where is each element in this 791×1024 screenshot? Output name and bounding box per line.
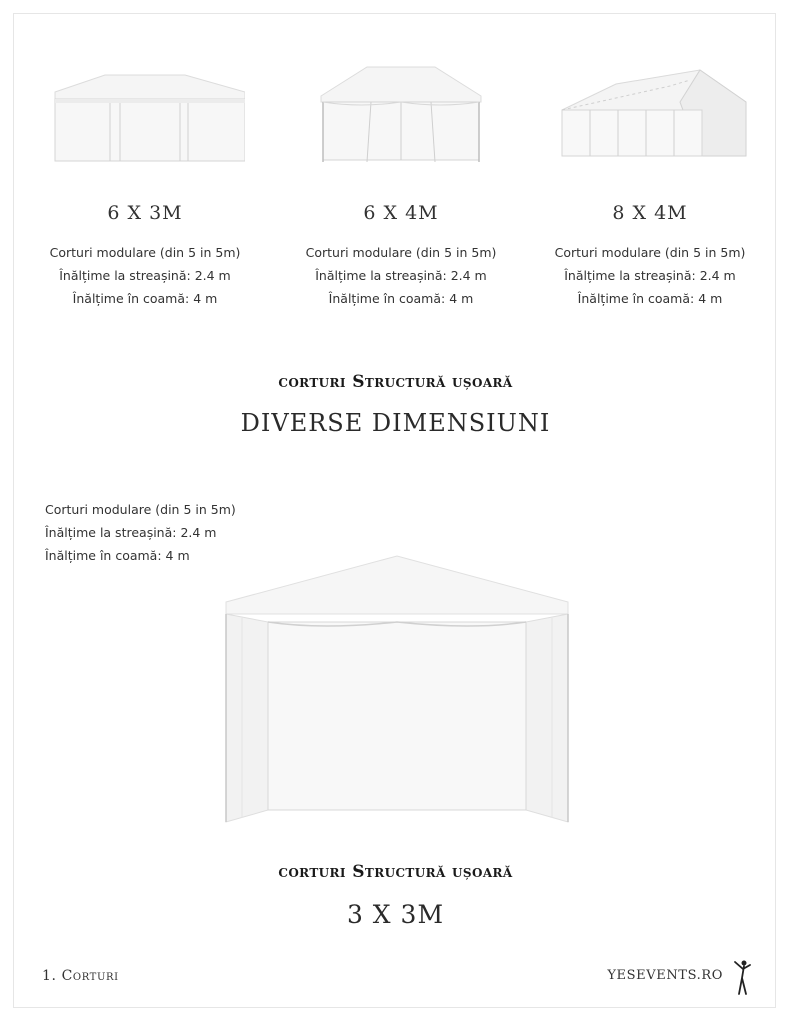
dancer-logo-icon <box>732 958 752 996</box>
tent-spec-list <box>286 241 516 310</box>
section-subtitle-2: 3 X 3M <box>346 900 445 929</box>
section-title: corturi Structură ușoară <box>278 372 513 392</box>
tent-card-6x4 <box>286 62 516 310</box>
tent-dimension: 6 X 4M <box>363 202 439 224</box>
spec-eave-height: Înălțime la streașină: 2.4 m <box>315 268 487 283</box>
tent-dimension: 6 X 3M <box>107 202 183 224</box>
tent-image-6x4 <box>301 62 501 172</box>
section-subtitle: DIVERSE DIMENSIUNI <box>240 409 551 437</box>
tent-card-6x3 <box>30 62 260 310</box>
spec-eave-height: Înălțime la streașină: 2.4 m <box>59 268 231 283</box>
spec-modular: Corturi modulare (din 5 in 5m) <box>45 502 236 517</box>
spec-modular: Corturi modulare (din 5 in 5m) <box>49 245 241 260</box>
tent-image-6x3 <box>45 62 245 172</box>
spec-ridge-height: Înălțime în coamă: 4 m <box>45 548 190 563</box>
spec-modular: Corturi modulare (din 5 in 5m) <box>305 245 497 260</box>
spec-ridge-height: Înălțime în coamă: 4 m <box>577 291 723 306</box>
tent-dimension: 8 X 4M <box>612 202 688 224</box>
spec-eave-height: Înălțime la streașină: 2.4 m <box>45 525 217 540</box>
footer-section-label: 1. Corturi <box>42 968 119 984</box>
tent-spec-list <box>535 241 765 310</box>
spec-eave-height: Înălțime la streașină: 2.4 m <box>564 268 736 283</box>
section-title-2: corturi Structură ușoară <box>278 862 513 882</box>
footer-brand[interactable]: YESEVENTS.RO <box>607 968 723 983</box>
tent-image-8x4 <box>550 62 750 172</box>
tent-card-8x4 <box>535 62 765 310</box>
tent-spec-list <box>30 241 260 310</box>
featured-tent-image <box>222 552 572 832</box>
featured-spec-list <box>45 498 236 567</box>
spec-ridge-height: Înălțime în coamă: 4 m <box>72 291 218 306</box>
spec-ridge-height: Înălțime în coamă: 4 m <box>328 291 474 306</box>
spec-modular: Corturi modulare (din 5 in 5m) <box>554 245 746 260</box>
